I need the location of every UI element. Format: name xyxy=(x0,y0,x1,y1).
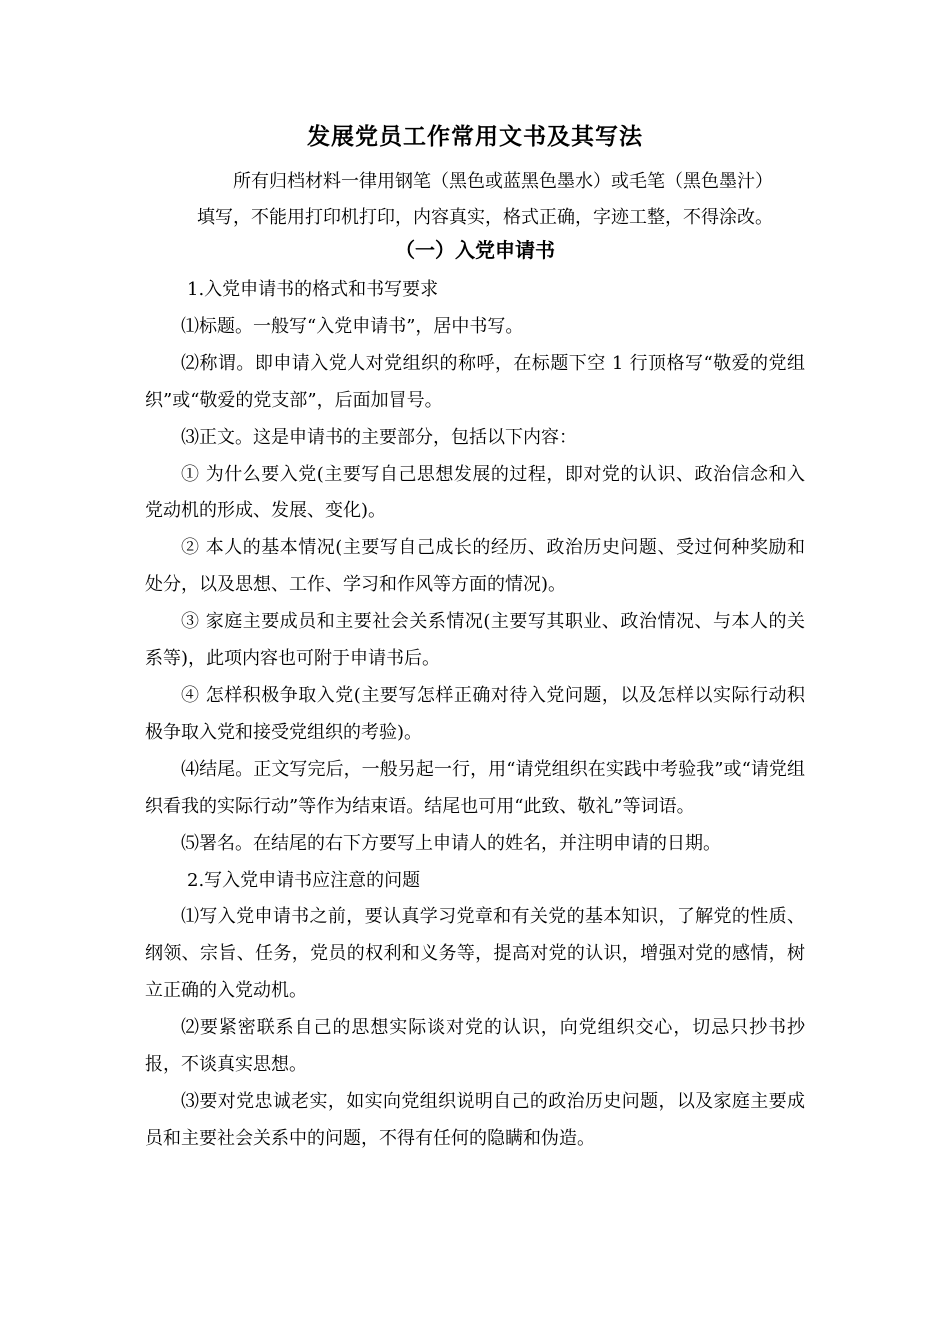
paragraph-note-3: ⑶要对党忠诚老实，如实向党组织说明自己的政治历史问题，以及家庭主要成员和主要社会关系中的问题，不得有任何的隐瞒和伪造。 xyxy=(145,1090,805,1149)
subheading-notes: 2.写入党申请书应注意的问题 xyxy=(187,869,421,891)
paragraph-note-1: ⑴写入党申请书之前，要认真学习党章和有关党的基本知识，了解党的性质、纲领、宗旨、任务，党员的权利和义务等，提高对党的认识，增强对党的感情，树立正确的入党动机。 xyxy=(145,906,805,1002)
paragraph-signature: ⑸署名。在结尾的右下方要写上申请人的姓名，并注明申请的日期。 xyxy=(181,832,721,854)
paragraph-strive: ④ 怎样积极争取入党(主要写怎样正确对待入党问题，以及怎样以实际行动积极争取入党和接受党组织的考验)。 xyxy=(145,684,805,743)
document-title: 发展党员工作常用文书及其写法 xyxy=(307,123,643,150)
intro-line-2: 填写，不能用打印机打印，内容真实，格式正确，字迹工整，不得涂改。 xyxy=(197,207,773,228)
paragraph-body: ⑶正文。这是申请书的主要部分，包括以下内容： xyxy=(181,426,577,448)
subheading-format-requirements: 1.入党申请书的格式和书写要求 xyxy=(187,279,439,300)
paragraph-why-join: ① 为什么要入党(主要写自己思想发展的过程，即对党的认识、政治信念和入党动机的形成、发展、变化)。 xyxy=(145,463,805,522)
paragraph-ending: ⑷结尾。正文写完后，一般另起一行，用“请党组织在实践中考验我”或“请党组织看我的实际行动”等作为结束语。结尾也可用“此致、敬礼”等词语。 xyxy=(145,758,805,817)
paragraph-note-2: ⑵要紧密联系自己的思想实际谈对党的认识，向党组织交心，切忌只抄书抄报，不谈真实思想。 xyxy=(145,1017,805,1076)
body-text xyxy=(145,272,805,1158)
paragraph-salutation: ⑵称谓。即申请入党人对党组织的称呼，在标题下空 1 行顶格写“敬爱的党组织”或“敬爱的党支部”，后面加冒号。 xyxy=(145,352,805,411)
intro-line-1: 所有归档材料一律用钢笔（黑色或蓝黑色墨水）或毛笔（黑色墨汁） xyxy=(233,171,773,192)
section-heading: （一）入党申请书 xyxy=(395,238,555,262)
intro-paragraph xyxy=(155,164,815,236)
paragraph-family: ③ 家庭主要成员和主要社会关系情况(主要写其职业、政治情况、与本人的关系等)，此项内容也可附于申请书后。 xyxy=(145,611,805,670)
paragraph-title: ⑴标题。一般写“入党申请书”，居中书写。 xyxy=(181,315,524,337)
paragraph-basic-info: ② 本人的基本情况(主要写自己成长的经历、政治历史问题、受过何种奖励和处分，以及思想、工作、学习和作风等方面的情况)。 xyxy=(145,537,805,596)
